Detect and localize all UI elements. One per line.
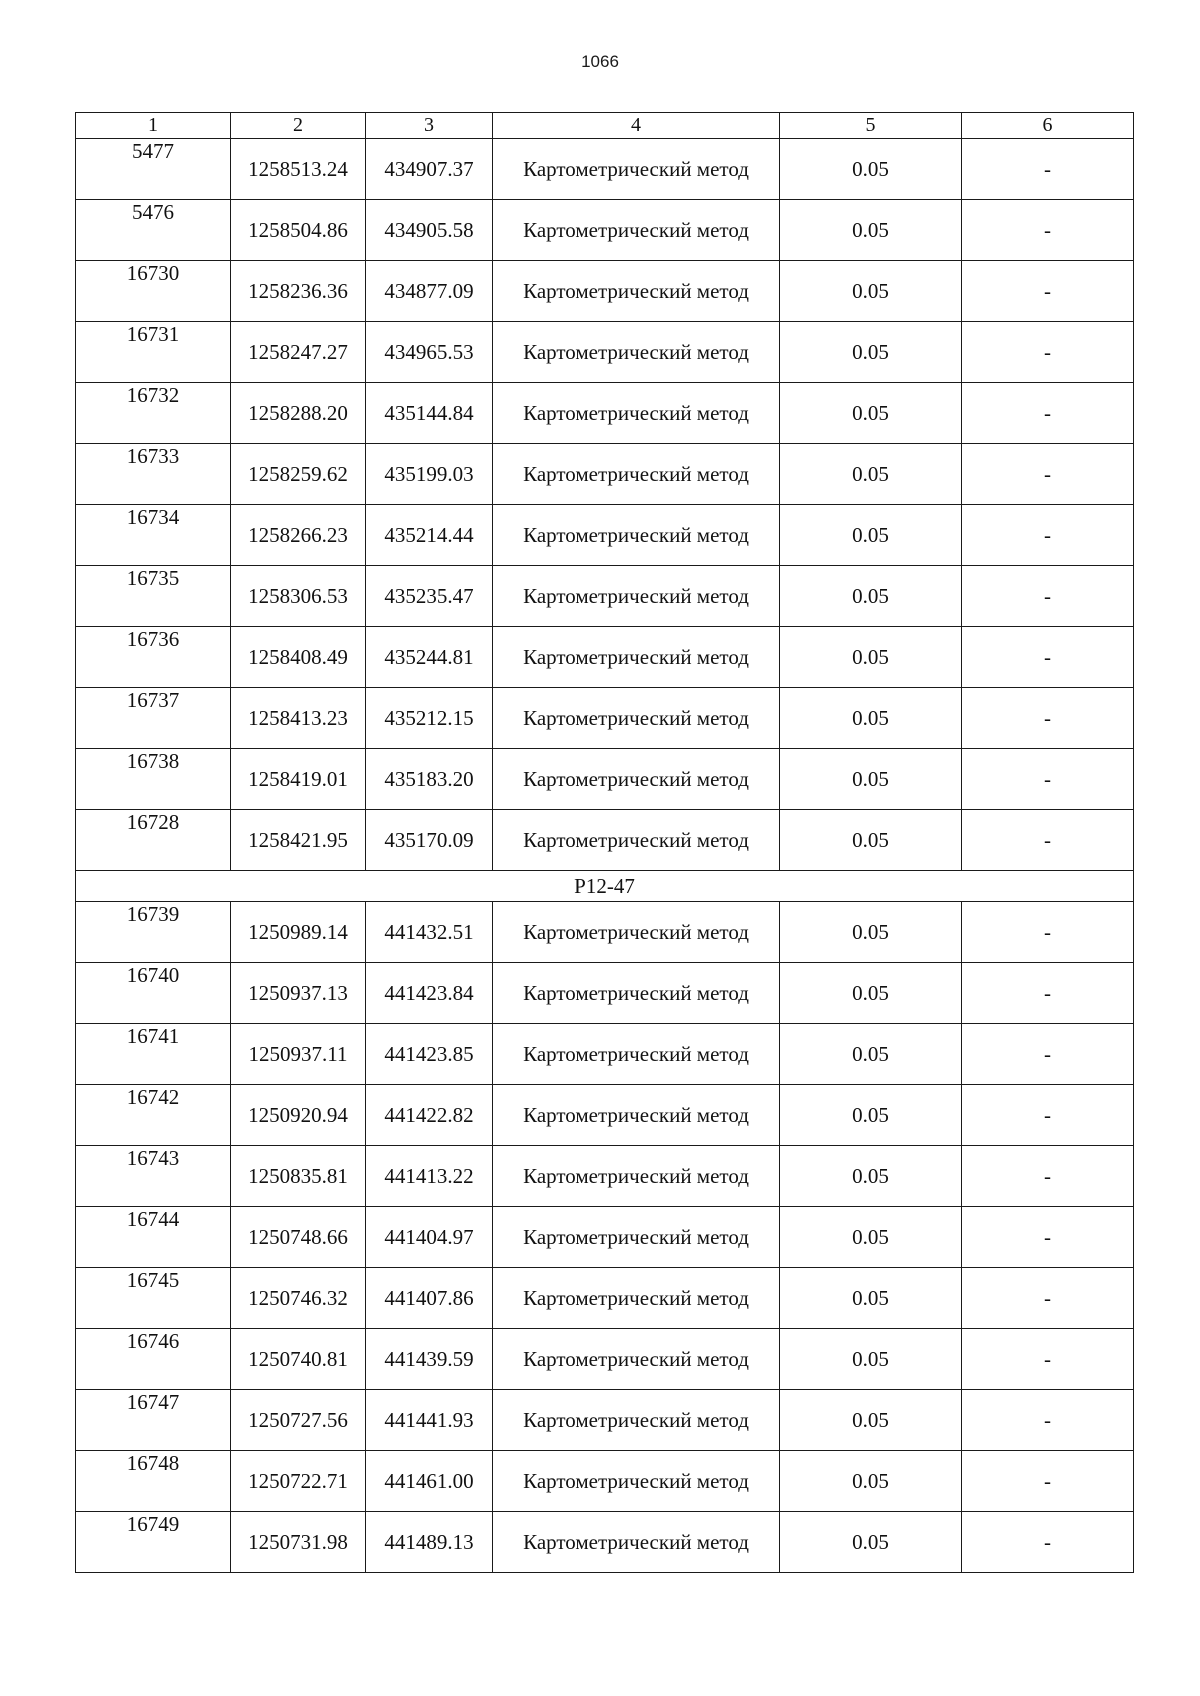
table-row — [76, 749, 1134, 810]
method-cell: Картометрический метод — [493, 1085, 780, 1146]
method-cell: Картометрический метод — [493, 1451, 780, 1512]
y-coordinate-cell: 441413.22 — [366, 1146, 493, 1207]
coordinates-table — [75, 112, 1134, 1573]
y-coordinate-cell: 441439.59 — [366, 1329, 493, 1390]
table-row — [76, 261, 1134, 322]
accuracy-cell: 0.05 — [780, 1451, 962, 1512]
table-row — [76, 1329, 1134, 1390]
accuracy-cell: 0.05 — [780, 688, 962, 749]
accuracy-cell: 0.05 — [780, 1268, 962, 1329]
y-coordinate-cell: 441441.93 — [366, 1390, 493, 1451]
point-number-cell: 16749 — [76, 1512, 231, 1573]
section-row — [76, 871, 1134, 902]
method-cell: Картометрический метод — [493, 444, 780, 505]
table-row — [76, 627, 1134, 688]
table-row — [76, 963, 1134, 1024]
table-row — [76, 322, 1134, 383]
y-coordinate-cell: 435144.84 — [366, 383, 493, 444]
point-number-cell: 16730 — [76, 261, 231, 322]
point-number-cell: 16737 — [76, 688, 231, 749]
note-cell: - — [962, 383, 1134, 444]
x-coordinate-cell: 1258408.49 — [231, 627, 366, 688]
accuracy-cell: 0.05 — [780, 383, 962, 444]
x-coordinate-cell: 1258288.20 — [231, 383, 366, 444]
x-coordinate-cell: 1250989.14 — [231, 902, 366, 963]
note-cell: - — [962, 444, 1134, 505]
y-coordinate-cell: 435214.44 — [366, 505, 493, 566]
y-coordinate-cell: 435170.09 — [366, 810, 493, 871]
point-number-cell: 16733 — [76, 444, 231, 505]
x-coordinate-cell: 1250727.56 — [231, 1390, 366, 1451]
accuracy-cell: 0.05 — [780, 261, 962, 322]
y-coordinate-cell: 441404.97 — [366, 1207, 493, 1268]
point-number-cell: 16742 — [76, 1085, 231, 1146]
note-cell: - — [962, 627, 1134, 688]
note-cell: - — [962, 1146, 1134, 1207]
table-row — [76, 200, 1134, 261]
table-row — [76, 1512, 1134, 1573]
note-cell: - — [962, 1451, 1134, 1512]
y-coordinate-cell: 435183.20 — [366, 749, 493, 810]
x-coordinate-cell: 1258259.62 — [231, 444, 366, 505]
table-row — [76, 1268, 1134, 1329]
accuracy-cell: 0.05 — [780, 1329, 962, 1390]
note-cell: - — [962, 1512, 1134, 1573]
x-coordinate-cell: 1258247.27 — [231, 322, 366, 383]
table-row — [76, 1085, 1134, 1146]
x-coordinate-cell: 1258421.95 — [231, 810, 366, 871]
x-coordinate-cell: 1250937.11 — [231, 1024, 366, 1085]
table-row — [76, 444, 1134, 505]
column-header: 2 — [231, 113, 366, 139]
note-cell: - — [962, 505, 1134, 566]
note-cell: - — [962, 688, 1134, 749]
table-row — [76, 810, 1134, 871]
point-number-cell: 16731 — [76, 322, 231, 383]
point-number-cell: 16735 — [76, 566, 231, 627]
table-row — [76, 1451, 1134, 1512]
method-cell: Картометрический метод — [493, 1207, 780, 1268]
method-cell: Картометрический метод — [493, 1268, 780, 1329]
method-cell: Картометрический метод — [493, 688, 780, 749]
method-cell: Картометрический метод — [493, 1329, 780, 1390]
method-cell: Картометрический метод — [493, 383, 780, 444]
x-coordinate-cell: 1258236.36 — [231, 261, 366, 322]
method-cell: Картометрический метод — [493, 1390, 780, 1451]
accuracy-cell: 0.05 — [780, 1024, 962, 1085]
x-coordinate-cell: 1250920.94 — [231, 1085, 366, 1146]
y-coordinate-cell: 441423.84 — [366, 963, 493, 1024]
page-number: 1066 — [581, 52, 619, 71]
x-coordinate-cell: 1250748.66 — [231, 1207, 366, 1268]
note-cell: - — [962, 1085, 1134, 1146]
note-cell: - — [962, 1390, 1134, 1451]
y-coordinate-cell: 435212.15 — [366, 688, 493, 749]
table-row — [76, 688, 1134, 749]
accuracy-cell: 0.05 — [780, 444, 962, 505]
x-coordinate-cell: 1258266.23 — [231, 505, 366, 566]
point-number-cell: 16745 — [76, 1268, 231, 1329]
note-cell: - — [962, 200, 1134, 261]
accuracy-cell: 0.05 — [780, 627, 962, 688]
point-number-cell: 16740 — [76, 963, 231, 1024]
y-coordinate-cell: 434877.09 — [366, 261, 493, 322]
note-cell: - — [962, 902, 1134, 963]
accuracy-cell: 0.05 — [780, 1146, 962, 1207]
column-header: 5 — [780, 113, 962, 139]
x-coordinate-cell: 1250731.98 — [231, 1512, 366, 1573]
point-number-cell: 16739 — [76, 902, 231, 963]
table-row — [76, 1390, 1134, 1451]
method-cell: Картометрический метод — [493, 566, 780, 627]
column-header: 3 — [366, 113, 493, 139]
section-label: P12-47 — [76, 871, 1134, 902]
method-cell: Картометрический метод — [493, 1512, 780, 1573]
y-coordinate-cell: 435244.81 — [366, 627, 493, 688]
method-cell: Картометрический метод — [493, 261, 780, 322]
table-row — [76, 1146, 1134, 1207]
note-cell: - — [962, 1329, 1134, 1390]
point-number-cell: 5477 — [76, 139, 231, 200]
table-row — [76, 566, 1134, 627]
y-coordinate-cell: 435199.03 — [366, 444, 493, 505]
note-cell: - — [962, 566, 1134, 627]
y-coordinate-cell: 441461.00 — [366, 1451, 493, 1512]
x-coordinate-cell: 1250835.81 — [231, 1146, 366, 1207]
accuracy-cell: 0.05 — [780, 139, 962, 200]
note-cell: - — [962, 139, 1134, 200]
accuracy-cell: 0.05 — [780, 1512, 962, 1573]
method-cell: Картометрический метод — [493, 810, 780, 871]
table-row — [76, 902, 1134, 963]
method-cell: Картометрический метод — [493, 200, 780, 261]
accuracy-cell: 0.05 — [780, 1207, 962, 1268]
accuracy-cell: 0.05 — [780, 963, 962, 1024]
table-row — [76, 139, 1134, 200]
accuracy-cell: 0.05 — [780, 200, 962, 261]
point-number-cell: 16744 — [76, 1207, 231, 1268]
y-coordinate-cell: 441422.82 — [366, 1085, 493, 1146]
point-number-cell: 16732 — [76, 383, 231, 444]
column-header: 6 — [962, 113, 1134, 139]
point-number-cell: 16741 — [76, 1024, 231, 1085]
accuracy-cell: 0.05 — [780, 1085, 962, 1146]
y-coordinate-cell: 434905.58 — [366, 200, 493, 261]
note-cell: - — [962, 963, 1134, 1024]
y-coordinate-cell: 441407.86 — [366, 1268, 493, 1329]
accuracy-cell: 0.05 — [780, 749, 962, 810]
accuracy-cell: 0.05 — [780, 322, 962, 383]
x-coordinate-cell: 1258504.86 — [231, 200, 366, 261]
method-cell: Картометрический метод — [493, 627, 780, 688]
note-cell: - — [962, 322, 1134, 383]
y-coordinate-cell: 434965.53 — [366, 322, 493, 383]
point-number-cell: 16747 — [76, 1390, 231, 1451]
method-cell: Картометрический метод — [493, 505, 780, 566]
accuracy-cell: 0.05 — [780, 810, 962, 871]
column-header: 1 — [76, 113, 231, 139]
point-number-cell: 5476 — [76, 200, 231, 261]
accuracy-cell: 0.05 — [780, 505, 962, 566]
note-cell: - — [962, 810, 1134, 871]
point-number-cell: 16734 — [76, 505, 231, 566]
method-cell: Картометрический метод — [493, 322, 780, 383]
note-cell: - — [962, 749, 1134, 810]
y-coordinate-cell: 434907.37 — [366, 139, 493, 200]
table-body — [76, 139, 1134, 1573]
x-coordinate-cell: 1250740.81 — [231, 1329, 366, 1390]
y-coordinate-cell: 441432.51 — [366, 902, 493, 963]
point-number-cell: 16736 — [76, 627, 231, 688]
method-cell: Картометрический метод — [493, 749, 780, 810]
table-row — [76, 383, 1134, 444]
method-cell: Картометрический метод — [493, 902, 780, 963]
note-cell: - — [962, 1207, 1134, 1268]
accuracy-cell: 0.05 — [780, 1390, 962, 1451]
x-coordinate-cell: 1258413.23 — [231, 688, 366, 749]
x-coordinate-cell: 1258419.01 — [231, 749, 366, 810]
point-number-cell: 16728 — [76, 810, 231, 871]
note-cell: - — [962, 261, 1134, 322]
x-coordinate-cell: 1258513.24 — [231, 139, 366, 200]
table-row — [76, 1207, 1134, 1268]
point-number-cell: 16748 — [76, 1451, 231, 1512]
method-cell: Картометрический метод — [493, 963, 780, 1024]
y-coordinate-cell: 435235.47 — [366, 566, 493, 627]
x-coordinate-cell: 1250722.71 — [231, 1451, 366, 1512]
column-header: 4 — [493, 113, 780, 139]
x-coordinate-cell: 1250746.32 — [231, 1268, 366, 1329]
x-coordinate-cell: 1250937.13 — [231, 963, 366, 1024]
point-number-cell: 16743 — [76, 1146, 231, 1207]
method-cell: Картометрический метод — [493, 1024, 780, 1085]
accuracy-cell: 0.05 — [780, 566, 962, 627]
point-number-cell: 16746 — [76, 1329, 231, 1390]
point-number-cell: 16738 — [76, 749, 231, 810]
note-cell: - — [962, 1024, 1134, 1085]
y-coordinate-cell: 441423.85 — [366, 1024, 493, 1085]
accuracy-cell: 0.05 — [780, 902, 962, 963]
table-row — [76, 505, 1134, 566]
method-cell: Картометрический метод — [493, 139, 780, 200]
x-coordinate-cell: 1258306.53 — [231, 566, 366, 627]
note-cell: - — [962, 1268, 1134, 1329]
y-coordinate-cell: 441489.13 — [366, 1512, 493, 1573]
table-row — [76, 1024, 1134, 1085]
table-header-row — [76, 113, 1134, 139]
method-cell: Картометрический метод — [493, 1146, 780, 1207]
